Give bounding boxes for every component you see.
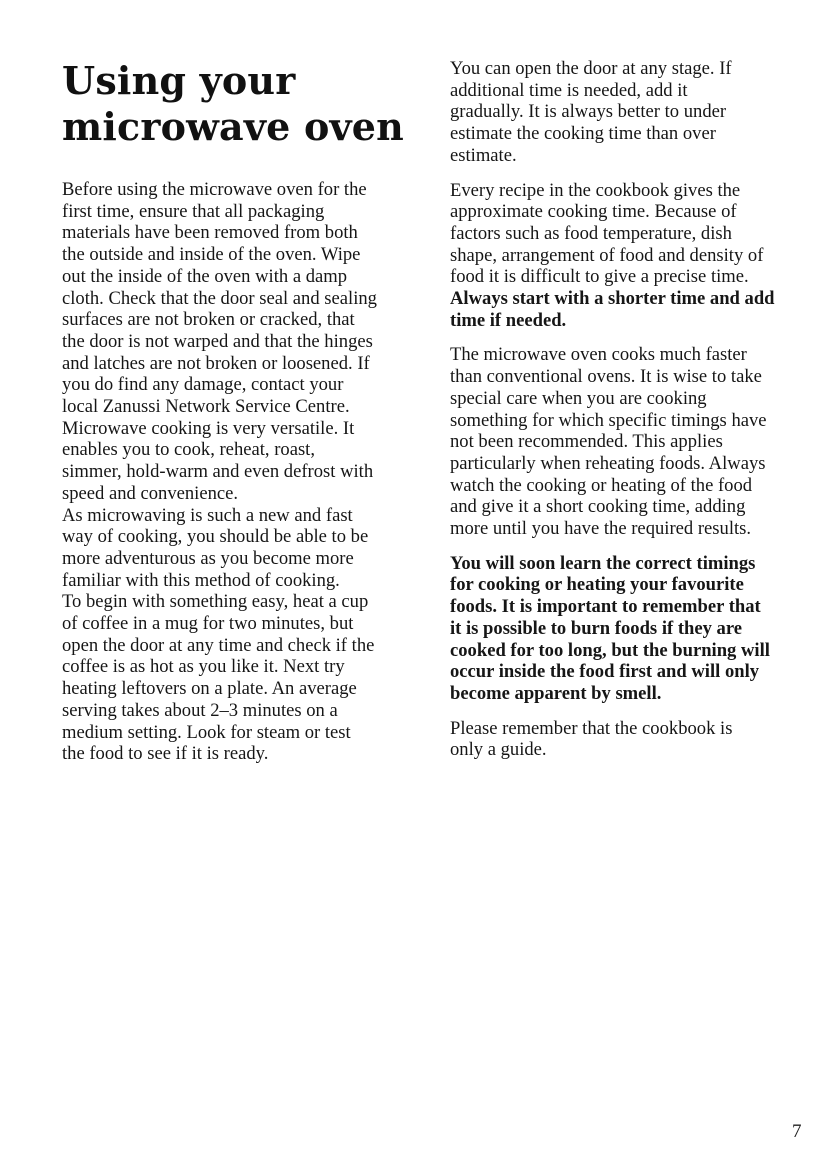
text-line: the outside and inside of the oven. Wipe — [62, 244, 361, 266]
text-line: As microwaving is such a new and fast — [62, 504, 353, 526]
text-line: something for which specific timings have — [450, 409, 767, 431]
recipe-time-paragraph — [450, 180, 820, 332]
text-line: additional time is needed, add it — [450, 79, 688, 101]
text-line: The microwave oven cooks much faster — [450, 344, 747, 366]
text-line: of coffee in a mug for two minutes, but — [62, 613, 354, 635]
text-line: serving takes about 2–3 minutes on a — [62, 699, 338, 721]
text-line: estimate. — [450, 144, 517, 166]
text-line: way of cooking, you should be able to be — [62, 526, 369, 548]
bold-text-line: time if needed. — [450, 309, 567, 331]
text-line: special care when you are cooking — [450, 387, 707, 409]
text-line: out the inside of the oven with a damp — [62, 265, 348, 287]
text-line: materials have been removed from both — [62, 222, 358, 244]
guide-paragraph — [450, 718, 820, 761]
bold-text-line: for cooking or heating your favourite — [450, 574, 744, 596]
text-line: you do find any damage, contact your — [62, 374, 344, 396]
text-line: Please remember that the cookbook is — [450, 717, 733, 739]
text-line: coffee is as hot as you like it. Next try — [62, 656, 345, 678]
left-column — [62, 179, 434, 765]
text-line: simmer, hold-warm and even defrost with — [62, 461, 374, 483]
text-line: gradually. It is always better to under — [450, 101, 727, 123]
text-line: the food to see if it is ready. — [62, 743, 269, 765]
bold-text-line: cooked for too long, but the burning will — [450, 639, 770, 661]
text-line: and latches are not broken or loosened. If — [62, 352, 370, 374]
bold-text-line: foods. It is important to remember that — [450, 596, 761, 618]
bold-text-line: Always start with a shorter time and add — [450, 288, 775, 310]
warning-paragraph — [450, 553, 820, 705]
text-line: approximate cooking time. Because of — [450, 201, 737, 223]
text-line: only a guide. — [450, 739, 547, 761]
text-line: Every recipe in the cookbook gives the — [450, 179, 741, 201]
text-line: estimate the cooking time than over — [450, 123, 716, 145]
text-line: watch the cooking or heating of the food — [450, 474, 753, 496]
page-title — [62, 58, 422, 150]
text-line: medium setting. Look for steam or test — [62, 721, 351, 743]
bold-text-line: occur inside the food first and will only — [450, 661, 760, 683]
page-number: 7 — [792, 1121, 802, 1142]
paragraph-gap — [450, 167, 820, 180]
title-line: microwave oven — [62, 104, 404, 149]
right-column — [450, 58, 820, 761]
text-line: open the door at any time and check if the — [62, 634, 375, 656]
text-line: heating leftovers on a plate. An average — [62, 678, 357, 700]
text-line: enables you to cook, reheat, roast, — [62, 439, 315, 461]
paragraph-gap — [450, 705, 820, 718]
text-line: the door is not warped and that the hinges — [62, 330, 373, 352]
text-line: cloth. Check that the door seal and sealing — [62, 287, 377, 309]
intro-paragraph — [62, 179, 434, 765]
text-line: Before using the microwave oven for the — [62, 179, 367, 200]
paragraph-gap — [450, 331, 820, 344]
text-line: not been recommended. This applies — [450, 431, 723, 453]
text-line: particularly when reheating foods. Always — [450, 452, 766, 474]
text-line: than conventional ovens. It is wise to take — [450, 366, 762, 388]
text-line: familiar with this method of cooking. — [62, 569, 340, 591]
text-line: first time, ensure that all packaging — [62, 200, 325, 222]
bold-text-line: become apparent by smell. — [450, 682, 662, 704]
text-line: more adventurous as you become more — [62, 547, 354, 569]
text-line: more until you have the required results. — [450, 518, 752, 540]
text-line: speed and convenience. — [62, 482, 239, 504]
text-line: and give it a short cooking time, adding — [450, 496, 746, 518]
text-line: shape, arrangement of food and density of — [450, 244, 764, 266]
title-line: Using your — [62, 58, 296, 103]
paragraph-gap — [450, 540, 820, 553]
bold-text-line: it is possible to burn foods if they are — [450, 617, 743, 639]
text-line: factors such as food temperature, dish — [450, 222, 732, 244]
text-line: food it is difficult to give a precise time. — [450, 266, 749, 288]
bold-text-line: You will soon learn the correct timings — [450, 552, 756, 574]
text-line: You can open the door at any stage. If — [450, 58, 732, 79]
door-paragraph — [450, 58, 820, 167]
text-line: local Zanussi Network Service Centre. — [62, 396, 350, 418]
text-line: To begin with something easy, heat a cup — [62, 591, 369, 613]
faster-cooking-paragraph — [450, 344, 820, 539]
text-line: Microwave cooking is very versatile. It — [62, 417, 355, 439]
text-line: surfaces are not broken or cracked, that — [62, 309, 355, 331]
